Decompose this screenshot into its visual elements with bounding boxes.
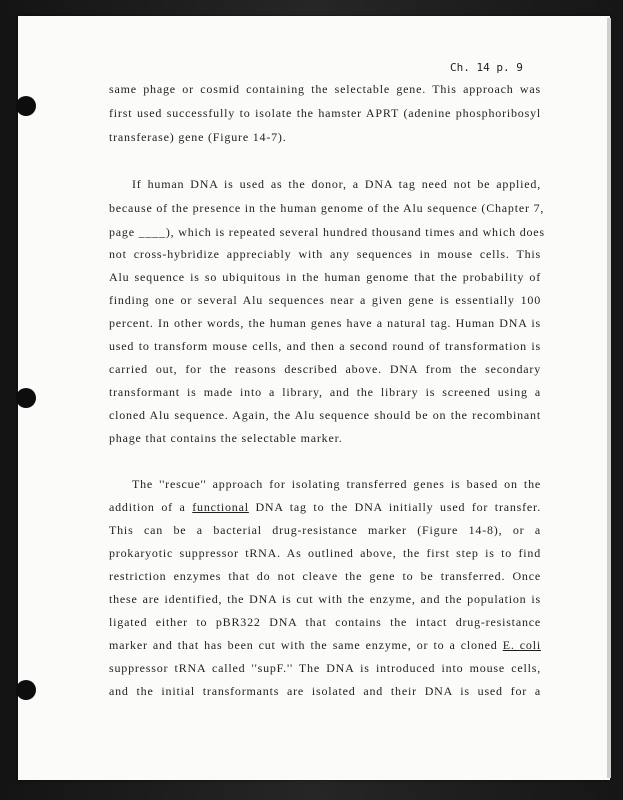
text-line: used to transform mouse cells, and then a second round of transformation is bbox=[109, 339, 541, 353]
text-line: transformant is made into a library, and the library is screened using a bbox=[109, 385, 541, 399]
text-line: and the initial transformants are isolated and their DNA is used for a bbox=[109, 684, 541, 698]
underlined-term: functional bbox=[192, 500, 249, 514]
punch-hole bbox=[16, 388, 36, 408]
text-line: because of the presence in the human genome of the Alu sequence (Chapter 7, bbox=[109, 201, 545, 215]
text-line: This can be a bacterial drug-resistance marker (Figure 14-8), or a bbox=[109, 523, 541, 537]
text-line: phage that contains the selectable marker. bbox=[109, 431, 343, 445]
text-line: prokaryotic suppressor tRNA. As outlined above, the first step is to find bbox=[109, 546, 541, 560]
text-line: addition of a functional DNA tag to the DNA initially used for transfer. bbox=[109, 500, 541, 514]
text-line: page ____), which is repeated several hundred thousand times and which does bbox=[109, 225, 545, 239]
page-edge bbox=[607, 18, 611, 778]
text-line: not cross-hybridize appreciably with any sequences in mouse cells. This bbox=[109, 247, 541, 261]
text-line: first used successfully to isolate the hamster APRT (adenine phosphoribosyl bbox=[109, 106, 541, 120]
text-line: The ''rescue'' approach for isolating transferred genes is based on the bbox=[132, 477, 541, 491]
text-line: these are identified, the DNA is cut with the enzyme, and the population is bbox=[109, 592, 541, 606]
punch-hole bbox=[16, 680, 36, 700]
text-line: transferase) gene (Figure 14-7). bbox=[109, 130, 287, 144]
text-line: Alu sequence is so ubiquitous in the human genome that the probability of bbox=[109, 270, 541, 284]
punch-hole bbox=[16, 96, 36, 116]
text-line: If human DNA is used as the donor, a DNA tag need not be applied, bbox=[132, 177, 541, 191]
page-header: Ch. 14 p. 9 bbox=[450, 61, 523, 74]
text-line: percent. In other words, the human genes have a natural tag. Human DNA is bbox=[109, 316, 541, 330]
text-line: marker and that has been cut with the same enzyme, or to a cloned E. coli bbox=[109, 638, 541, 652]
text-line: same phage or cosmid containing the selectable gene. This approach was bbox=[109, 82, 541, 96]
underlined-term: E. coli bbox=[502, 638, 541, 652]
text-line: restriction enzymes that do not cleave the gene to be transferred. Once bbox=[109, 569, 541, 583]
text-line: finding one or several Alu sequences near a given gene is essentially 100 bbox=[109, 293, 541, 307]
text-line: cloned Alu sequence. Again, the Alu sequence should be on the recombinant bbox=[109, 408, 541, 422]
text-line: ligated either to pBR322 DNA that contains the intact drug-resistance bbox=[109, 615, 541, 629]
text-line: carried out, for the reasons described above. DNA from the secondary bbox=[109, 362, 541, 376]
text-line: suppressor tRNA called ''supF.'' The DNA is introduced into mouse cells, bbox=[109, 661, 541, 675]
